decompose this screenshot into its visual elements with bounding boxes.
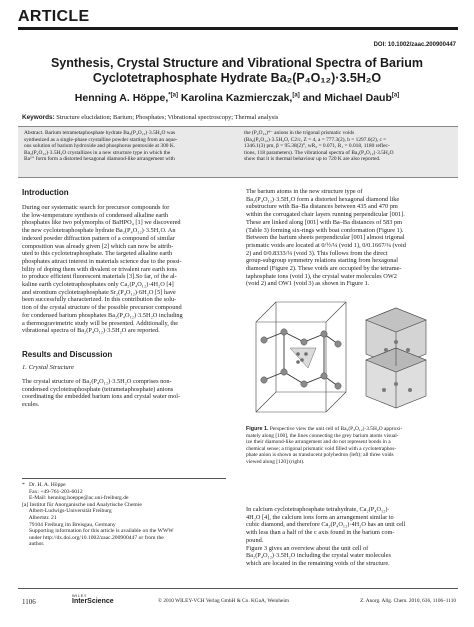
body-line: uted to this cyclotetraphosphate. The targeted alkaline earth bbox=[22, 250, 173, 258]
body-line: cubic diamond, and therefore Ca₂(P₄O₁₂)·4H₂O has an unit cell bbox=[246, 521, 406, 529]
body-line: with less than a half of the c axis found in the barium com- bbox=[246, 529, 395, 537]
body-line: prismatic voids are located at 0/½/¼ (void 1), 0/0.1667/¼ (void bbox=[246, 241, 406, 249]
unit-cell-edge bbox=[326, 392, 346, 412]
body-line: phosphates attract interest in materials science due to the possi- bbox=[22, 257, 182, 265]
abstract-line: Ba²⁺ form form a distorted hexagonal diamond-like arrangement with bbox=[24, 156, 175, 163]
void-atom bbox=[384, 348, 388, 352]
barium-atom bbox=[301, 339, 307, 345]
body-line: coordinating the embedded barium ions and crystal water mol- bbox=[22, 393, 181, 401]
article-header-band bbox=[18, 8, 458, 30]
copyright-notice: © 2010 WILEY-VCH Verlag GmbH & Co. KGaA, Weinheim bbox=[158, 598, 290, 604]
body-line: These are linked along [001] with Ba–Ba distances of 583 pm bbox=[246, 218, 402, 226]
author-hoeppe-marks: *[a] bbox=[168, 92, 178, 99]
body-line: The barium atoms in the new structure type of bbox=[246, 188, 363, 195]
body-line: which are located in the remaining voids of the structure. bbox=[246, 559, 390, 567]
body-line: In calcium cyclotetraphosphate tetrahydrate, Ca₂(P₄O₁₂)· bbox=[246, 506, 390, 513]
body-line: been successfully characterized. In this contribution the solu- bbox=[22, 296, 177, 304]
right-voids-panel bbox=[366, 308, 426, 408]
barium-atom bbox=[261, 377, 267, 383]
crystal-structure-subheading: 1. Crystal Structure bbox=[22, 364, 74, 371]
body-line: vibrational spectra of Ba₂(P₄O₁₂)·3.5H₂O are reported. bbox=[22, 327, 160, 335]
footnote-line: E-Mail: henning.hoeppe@ac.uni-freiburg.de bbox=[22, 495, 129, 502]
body-line: Ba₂(P₄O₁₂)·3.5H₂O form a distorted hexagonal diamond like bbox=[246, 195, 400, 203]
body-line: (Table 3) forming six-rings with boat conformation (Figure 1). bbox=[246, 226, 404, 234]
barium-atom bbox=[321, 331, 327, 337]
results-heading: Results and Discussion bbox=[22, 350, 113, 359]
body-line: During our systematic search for precursor compounds for bbox=[22, 204, 170, 211]
footnote-line: Supporting information for this article is available on the WWW bbox=[22, 528, 174, 535]
body-line: indexed powder diffraction pattern of a compound of similar bbox=[22, 234, 175, 242]
body-line: Figure 3 gives an overview about the unit cell of bbox=[246, 544, 369, 552]
author-kazmierczak-marks: [a] bbox=[292, 92, 300, 99]
phosphorus-atom bbox=[296, 352, 300, 356]
body-line: Ba₂(P₄O₁₂)·3.5H₂O including the crystal water molecules bbox=[246, 552, 391, 560]
author-kazmierczak: Karolina Kazmierczak, bbox=[177, 92, 293, 104]
phosphorus-atom bbox=[300, 358, 304, 362]
void-atom bbox=[408, 388, 412, 392]
body-line: to produce efficient fluorescent materials [3].So far, of the al- bbox=[22, 273, 177, 281]
figure-label: Figure 1. bbox=[246, 426, 269, 432]
abstract-line: 1346.1(3) pm, β = 95.38(2)°, wR₂ = 0.071, R₁ = 0.018, 1180 reflec- bbox=[244, 143, 390, 150]
body-line: ecules. bbox=[22, 401, 40, 409]
caption-line: Perspective view the unit cell of Ba₂(P₄O₁₂)·3.5H₂O approxi- bbox=[268, 426, 403, 432]
author-daub-marks: [a] bbox=[391, 92, 400, 99]
barium-atom bbox=[281, 369, 287, 375]
body-line: pound. bbox=[246, 536, 264, 544]
body-line: the new cyclotetraphosphate hydrate Ba₂(P₄O₁₂)·3.5H₂O. An bbox=[22, 227, 176, 235]
footnote-line[interactable]: under http://dx.doi.org/10.1002/zaac.200900447 or from the bbox=[22, 534, 164, 541]
barium-atom bbox=[281, 329, 287, 335]
unit-cell-edge bbox=[326, 302, 346, 322]
abstract-line: show that it is thermal behaviour up to 720 K are also reported. bbox=[244, 156, 381, 163]
footnote-line: Albert-Ludwigs-Universität Freiburg bbox=[22, 508, 112, 515]
footnote-line: Fax: +49-761-203-6012 bbox=[22, 488, 83, 495]
abstract-line: ous solution of barium hydroxide and phosphorus pentoxide at 300 K. bbox=[24, 143, 176, 150]
caption-line: chemical sense; a trigonal prismatic void filled with a cyclotetraphos- bbox=[246, 445, 397, 452]
results-body bbox=[22, 378, 226, 409]
logo-big-text: InterScience bbox=[72, 598, 114, 605]
keywords-text: Structure elucidation; Barium; Phosphates; Vibrational spectroscopy; Thermal analysis bbox=[54, 114, 279, 121]
title-line-1: Synthesis, Crystal Structure and Vibrational Spectra of Barium bbox=[50, 56, 424, 70]
author-list bbox=[30, 92, 444, 104]
body-line: tion of the crystal structure of the possible precursor compound bbox=[22, 304, 182, 312]
barium-atom bbox=[321, 373, 327, 379]
body-line: The crystal structure of Ba₂(P₄O₁₂)·3.5H₂O comprises non- bbox=[22, 378, 172, 385]
barium-atom bbox=[301, 381, 307, 387]
introduction-body bbox=[22, 204, 226, 335]
body-line: kaline earth cyclotetraphosphates only Ca₂(P₄O₁₂)·4H₂O [4] bbox=[22, 281, 174, 289]
body-line: group-subgroup symmetry relations starting from hexagonal bbox=[246, 257, 398, 265]
caption-line: viewed along [120] (right). bbox=[246, 458, 305, 465]
abstract-box bbox=[18, 126, 458, 178]
right-column-body-top bbox=[246, 188, 452, 288]
section-label: ARTICLE bbox=[18, 8, 90, 25]
body-line: 4H₂O [4], the calcium ions form an arrangement similar to bbox=[246, 513, 394, 521]
body-line: a thermogravimetric study will be presented. Additionally, the bbox=[22, 319, 179, 327]
body-line: the low-temperature synthesis of condensed alkaline earth bbox=[22, 211, 169, 219]
abstract-line: (Ba₂(P₄O₁₂)·3.5H₂O, C2/c, Z = 4, a = 777.3(2), b = 1297.6(2), c = bbox=[244, 136, 387, 143]
body-line: and strontium cyclotetraphosphate Sr₂(P₄O₁₂)·6H₂O [5] have bbox=[22, 288, 176, 296]
page-footer bbox=[18, 588, 458, 612]
right-column-body-bottom bbox=[246, 506, 452, 568]
caption-line: mately along [100], the lines connecting the grey barium atoms visual- bbox=[246, 432, 399, 439]
caption-line: phate anion is shown as translucent polyhedron (left); all three voids bbox=[246, 452, 394, 458]
abstract-left-column bbox=[24, 130, 230, 163]
keywords-line bbox=[22, 114, 454, 121]
footnote-line: Albertstr. 21 bbox=[22, 514, 57, 521]
abstract-right-column bbox=[244, 130, 450, 163]
abstract-line: synthesized as a single-phase crystalline powder starting from an aque- bbox=[24, 136, 178, 143]
body-line: condensed cyclotetraphosphate (tetrametaphosphate) anions bbox=[22, 385, 174, 393]
unit-cell-edge bbox=[256, 302, 276, 322]
barium-atom bbox=[261, 337, 267, 343]
body-line: taphosphate ions (void 1), the crystal water molecules OW2 bbox=[246, 272, 397, 280]
barium-atom bbox=[335, 383, 341, 389]
body-line: bility of doping them with divalent or trivalent rare earth ions bbox=[22, 265, 177, 273]
publisher-logo bbox=[72, 593, 114, 605]
footnote-line: [a] Institut für Anorganische und Analytische Chemie bbox=[22, 501, 142, 508]
body-line: composition was already given [2] which can now be attrib- bbox=[22, 242, 174, 250]
body-line: diamond (Figure 2). These voids are occupied by the tetrame- bbox=[246, 265, 402, 273]
author-hoeppe: Henning A. Höppe, bbox=[74, 92, 169, 104]
title-line-2: Cyclotetraphosphate Hydrate Ba₂(P₄O₁₂)·3.5H₂O bbox=[92, 71, 382, 85]
abstract-line: Ba₂(P₄O₁₂)·3.5H₂O crystallizes in a new structure type in which the bbox=[24, 149, 171, 156]
void-atom bbox=[394, 382, 398, 386]
journal-citation: Z. Anorg. Allg. Chem. 2010, 636, 1106–1110 bbox=[360, 598, 456, 604]
body-line: Between the barium sheets perpendicular [001] almost trigonal bbox=[246, 234, 405, 242]
logo-small-text: WILEY bbox=[72, 593, 87, 598]
abstract-line: the (P₄O₁₂)⁴⁻ anions in the trigonal prismatic voids bbox=[244, 130, 355, 136]
footnote-line: * Dr. H. A. Höppe bbox=[22, 482, 66, 488]
author-daub: and Michael Daub bbox=[299, 92, 392, 104]
void-atom bbox=[394, 340, 398, 344]
void-atom bbox=[382, 388, 386, 392]
keywords-label: Keywords: bbox=[22, 114, 55, 121]
unit-cell-back-face bbox=[276, 302, 346, 392]
introduction-heading: Introduction bbox=[22, 188, 69, 197]
body-line: within the corrugated chair layers running perpendicular [001]. bbox=[246, 211, 405, 219]
body-line: (void 2) and OW1 (void 3) as shown in Figure 1. bbox=[246, 280, 370, 288]
body-line: substructure with Ba–Ba distances between 435 and 470 pm bbox=[246, 203, 398, 211]
footnotes bbox=[22, 478, 226, 548]
body-line: for condensed barium phosphates Ba₂(P₄O₁₂)·3.5H₂O including bbox=[22, 311, 183, 319]
prismatic-void-polyhedron bbox=[290, 348, 316, 368]
article-title bbox=[30, 56, 444, 86]
footnote-line: author. bbox=[22, 541, 45, 548]
figure-caption bbox=[246, 426, 452, 465]
doi-label: DOI: 10.1002/zaac.200900447 bbox=[373, 42, 456, 48]
phosphorus-atom bbox=[296, 360, 300, 364]
phosphorus-atom bbox=[304, 352, 308, 356]
page-number: 1106 bbox=[22, 598, 36, 606]
unit-cell-figure bbox=[246, 292, 452, 424]
abstract-line: tions, 118 parameters). The vibrational spectra of Ba₂(P₄O₁₂)·3.5H₂O bbox=[244, 149, 394, 156]
abstract-line: Abstract. Barium tetrametaphosphate hydrate Ba₂(P₄O₁₂)·3.5H₂O was bbox=[24, 130, 176, 136]
body-line: phosphates like two polymorphs of BaHPO₄ [1] we discovered bbox=[22, 219, 181, 227]
caption-line: ize their diamond-like arrangement and do not represent bonds in a bbox=[246, 439, 391, 445]
void-atom bbox=[406, 348, 410, 352]
body-line: 2) and 0/0.8333/¼ (void 3). This follows from the direct bbox=[246, 249, 388, 257]
footnote-line: 79104 Freiburg im Breisgau, Germany bbox=[22, 521, 116, 528]
unit-cell-edge bbox=[256, 392, 276, 412]
barium-atom bbox=[335, 341, 341, 347]
